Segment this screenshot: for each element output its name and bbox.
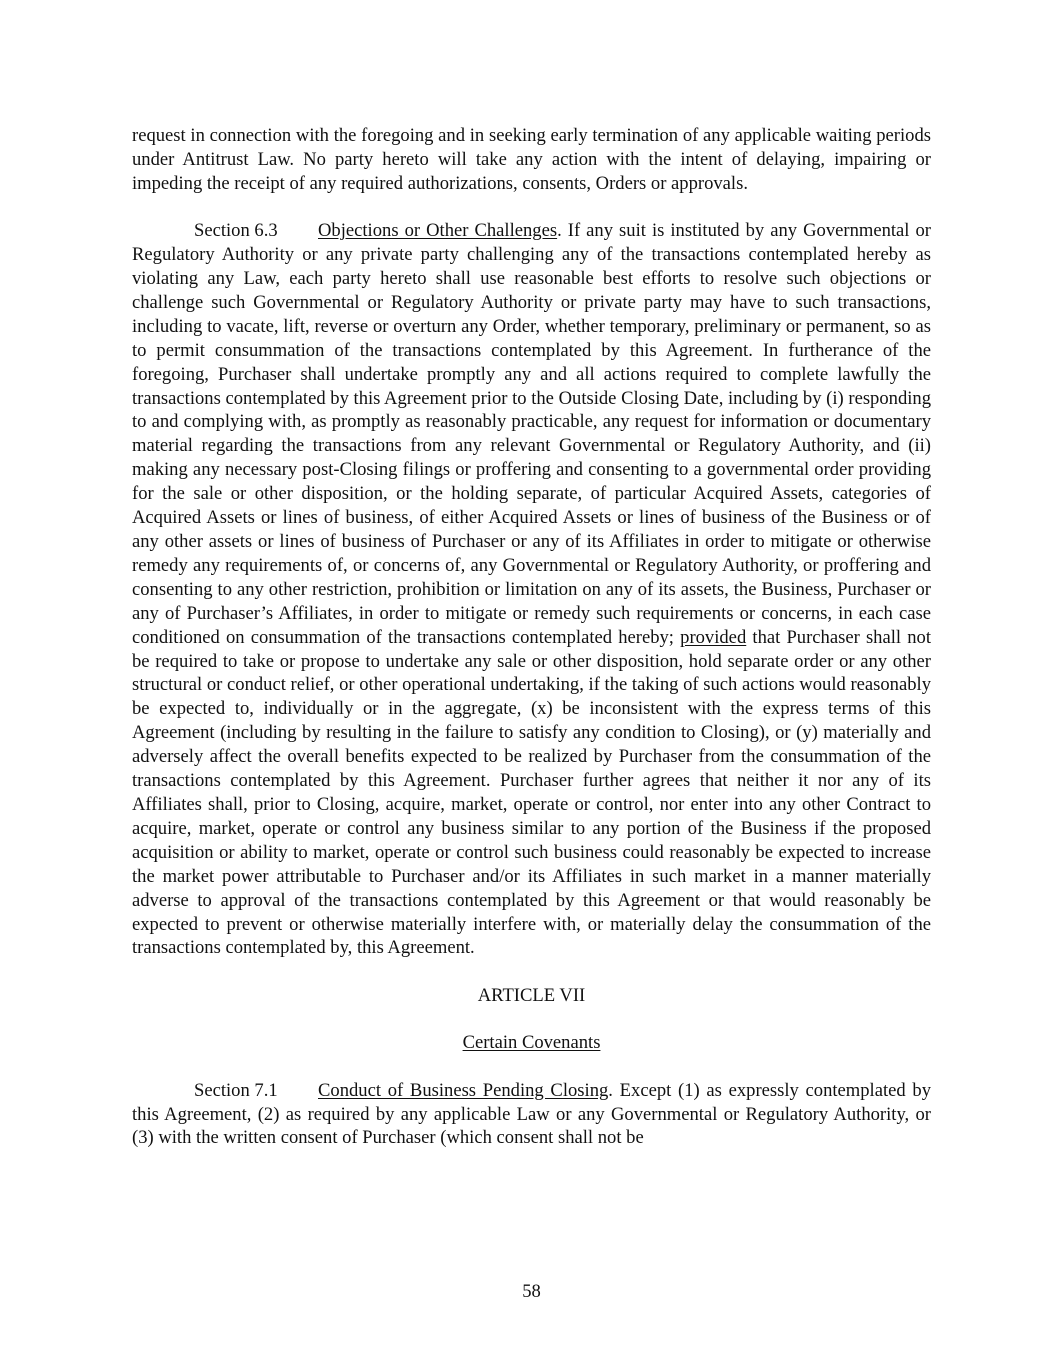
section-6-3-heading: Objections or Other Challenges [318,220,558,242]
section-7-1-number: Section 7.1 [194,1079,278,1101]
provided-term: provided [680,626,747,648]
section-6-3-paragraph [132,219,931,960]
continuation-paragraph: request in connection with the foregoing and in seeking early termination of any applicable waiting periods under Antitrust Law. No party hereto will take any action with the intent of delaying, impairing or impeding the receipt of any required authorizations, consents, Orders or approvals. [132,125,931,194]
section-7-1-paragraph [132,1079,931,1151]
article-title: ARTICLE VII [477,984,586,1006]
section-6-3-text-part1: . If any suit is instituted by any Governmental or Regulatory Authority or any private party challenging any of the transactions contemplated hereby as violating any Law, each party hereto shall use reasonable best efforts to resolve such objections or challenge such Governmental or Regulatory Authority or private party may have to such transactions, including to vacate, lift, reverse or overturn any Order, whether temporary, preliminary or permanent, so as to permit consummation of the transactions contemplated by this Agreement. In furtherance of the foregoing, Purchaser shall undertake promptly any and all actions required to complete lawfully the transactions contemplated by this Agreement prior to the Outside Closing Date, including by (i) responding to and complying with, as promptly as reasonably practicable, any request for information or documentary material regarding the transactions from any relevant Governmental or Regulatory Authority, and (ii) making any necessary post-Closing filings or proffering and consenting to a governmental order providing for the sale or other disposition, or the holding separate, of particular Acquired Assets, categories of Acquired Assets or lines of business, of either Acquired Assets or lines of business of the Business or of any other assets or lines of business of Purchaser or any of its Affiliates in order to mitigate or otherwise remedy any requirements of, or concerns of, any Governmental or Regulatory Authority, or proffering and consenting to any other restriction, prohibition or limitation on any of its assets, the Business, Purchaser or any of Purchaser’s Affiliates, in order to mitigate or remedy such requirements or concerns, in each case conditioned on consummation of the transactions contemplated hereby; [132,220,931,648]
article-subtitle-text: Certain Covenants [462,1032,601,1054]
section-6-3-text-part2: that Purchaser shall not be required to take or propose to undertake any sale or other disposition, hold separate order or any other structural or conduct relief, or other operational undertaking, if the taking of such actions would reasonably be expected to, individually or in the aggregate, (x) be inconsistent with the express terms of this Agreement (including by resulting in the failure to satisfy any condition to Closing), or (y) materially and adversely affect the overall benefits expected to be realized by Purchaser from the consummation of the transactions contemplated by this Agreement. Purchaser further agrees that neither it nor any of its Affiliates shall, prior to Closing, acquire, market, operate or control, nor enter into any other Contract to acquire, market, operate or control any business similar to any portion of the Business if the proposed acquisition or ability to market, operate or control such business could reasonably be expected to increase the market power attributable to Purchaser and/or its Affiliates in such market in a manner materially adverse to approval of the transactions contemplated by this Agreement or that would reasonably be expected to prevent or otherwise materially interfere with, or materially delay the consummation of the transactions contemplated by, this Agreement. [132,626,931,959]
article-subtitle [132,1031,931,1055]
page-number: 58 [522,1281,541,1302]
section-7-1-heading: Conduct of Business Pending Closing [318,1079,609,1101]
section-7-1-text: . Except (1) as expressly contemplated by this Agreement, (2) as required by any applicable Law or any Governmental or Regulatory Authority, or (3) with the written consent of Purchaser (which consent shall not be [132,1079,932,1149]
section-6-3-number: Section 6.3 [194,220,278,242]
document-page [132,124,931,1150]
